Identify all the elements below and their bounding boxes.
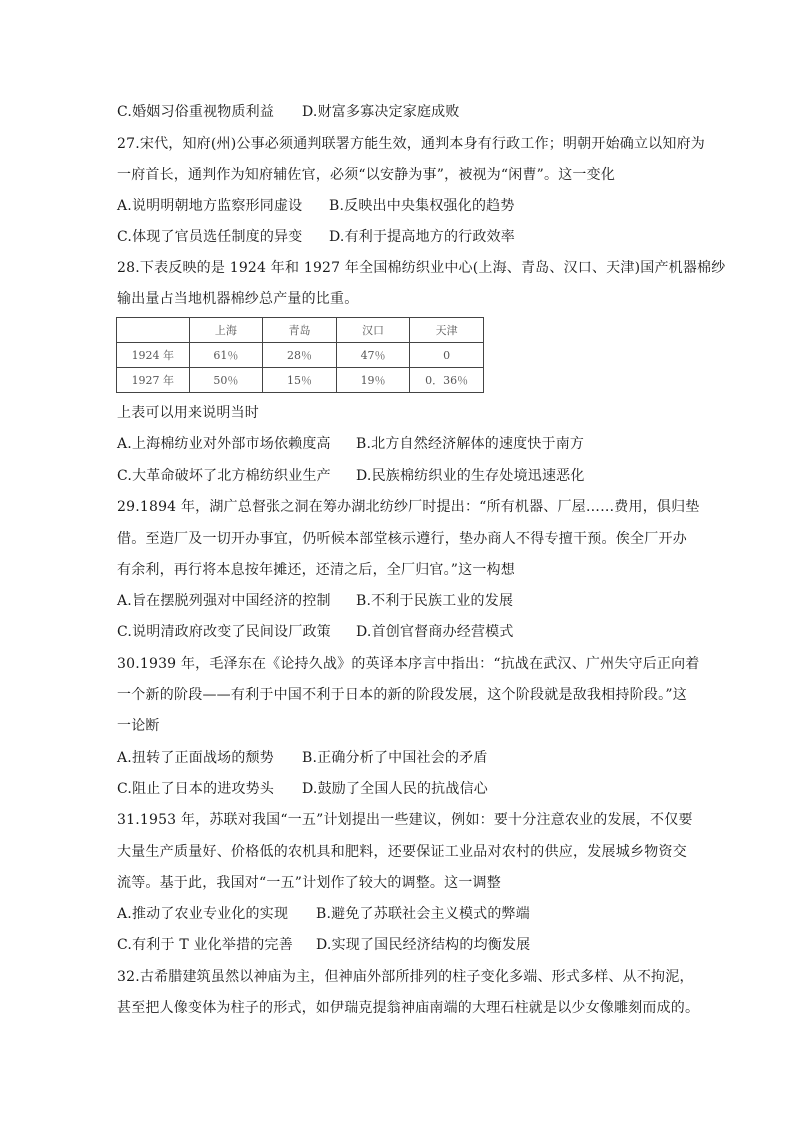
q26-option-c[interactable]: C.婚姻习俗重视物质利益 xyxy=(117,104,275,120)
q29-option-b[interactable]: B.不利于民族工业的发展 xyxy=(356,593,514,609)
q29-stem-line3: 有余利，再行将本息按年摊还，还清之后，全厂归官。”这一构想 xyxy=(117,562,515,578)
q27-option-a[interactable]: A.说明明朝地方监察形同虚设 xyxy=(117,198,303,214)
q30-option-c[interactable]: C.阻止了日本的进攻势头 xyxy=(117,781,275,797)
table-cell: 19％ xyxy=(336,368,410,393)
q26-option-d[interactable]: D.财富多寡决定家庭成败 xyxy=(302,104,460,120)
q27-stem-line2: 一府首长，通判作为知府辅佐官，必须“以安静为事”，被视为“闲曹”。这一变化 xyxy=(117,167,616,183)
q29-options-cd xyxy=(117,622,687,642)
table-header-cell: 天津 xyxy=(410,318,484,343)
q30-option-b[interactable]: B.正确分析了中国社会的矛盾 xyxy=(302,750,488,766)
q31-stem-line2: 大量生产质量好、价格低的农机具和肥料，还要保证工业品对农村的供应，发展城乡物资交 xyxy=(117,844,687,860)
q28-data-table xyxy=(116,317,484,393)
q28-option-c[interactable]: C.大革命破坏了北方棉纺织业生产 xyxy=(117,468,331,484)
q31-option-d[interactable]: D.实现了国民经济结构的均衡发展 xyxy=(316,937,531,953)
q29-option-c[interactable]: C.说明清政府改变了民间设厂政策 xyxy=(117,624,331,640)
q28-option-d[interactable]: D.民族棉纺织业的生存处境迅速恶化 xyxy=(356,468,585,484)
q32-stem-line1: 32.古希腊建筑虽然以神庙为主，但神庙外部所排列的柱子变化多端、形式多样、从不拘泥， xyxy=(117,969,694,985)
table-header-cell xyxy=(117,318,190,343)
q27-option-b[interactable]: B.反映出中央集权强化的趋势 xyxy=(329,198,515,214)
table-cell: 1924 年 xyxy=(117,343,190,368)
q29-options-ab xyxy=(117,591,687,611)
q31-option-c[interactable]: C.有利于 T 业化举措的完善 xyxy=(117,937,293,953)
table-cell: 28％ xyxy=(263,343,337,368)
q29-stem-line1: 29.1894 年，湖广总督张之洞在筹办湖北纺纱厂时提出：“所有机器、厂屋……费用，俱归垫 xyxy=(117,499,700,515)
q28-option-b[interactable]: B.北方自然经济解体的速度快于南方 xyxy=(356,436,585,452)
q30-stem-line3: 一论断 xyxy=(117,718,160,734)
table-header-cell: 汉口 xyxy=(336,318,410,343)
table-header-cell: 上海 xyxy=(189,318,263,343)
q30-option-d[interactable]: D.鼓励了全国人民的抗战信心 xyxy=(302,781,488,797)
q30-options-ab xyxy=(117,748,687,768)
table-cell: 47％ xyxy=(336,343,410,368)
table-header-cell: 青岛 xyxy=(263,318,337,343)
q28-stem-line3: 上表可以用来说明当时 xyxy=(117,405,259,421)
q27-options-cd xyxy=(117,227,687,247)
table-cell: 61％ xyxy=(189,343,263,368)
q28-options-ab xyxy=(117,434,687,454)
q32-stem-line2: 甚至把人像变体为柱子的形式，如伊瑞克提翁神庙南端的大理石柱就是以少女像雕刻而成的。 xyxy=(117,1000,700,1016)
q31-option-b[interactable]: B.避免了苏联社会主义模式的弊端 xyxy=(316,906,530,922)
table-header-row xyxy=(117,318,484,343)
q31-option-a[interactable]: A.推动了农业专业化的实现 xyxy=(117,906,289,922)
q30-options-cd xyxy=(117,779,687,799)
q31-stem-line1: 31.1953 年，苏联对我国“一五”计划提出一些建议，例如：要十分注意农业的发展，不仅要 xyxy=(117,812,693,828)
q30-stem-line1: 30.1939 年，毛泽东在《论持久战》的英译本序言中指出：“抗战在武汉、广州失守后正向着 xyxy=(117,656,700,672)
q27-option-d[interactable]: D.有利于提高地方的行政效率 xyxy=(329,229,515,245)
table-cell: 0．36％ xyxy=(410,368,484,393)
table-cell: 0 xyxy=(410,343,484,368)
q27-options-ab xyxy=(117,196,687,216)
q29-option-a[interactable]: A.旨在摆脱列强对中国经济的控制 xyxy=(117,593,331,609)
q28-option-a[interactable]: A.上海棉纺业对外部市场依赖度高 xyxy=(117,436,331,452)
q30-option-a[interactable]: A.扭转了正面战场的颓势 xyxy=(117,750,274,766)
table-cell: 1927 年 xyxy=(117,368,190,393)
q28-options-cd xyxy=(117,466,687,486)
q31-stem-line3: 流等。基于此，我国对“一五”计划作了较大的调整。这一调整 xyxy=(117,875,501,891)
q28-stem-line2: 输出量占当地机器棉纱总产量的比重。 xyxy=(117,291,359,307)
q29-option-d[interactable]: D.首创官督商办经营模式 xyxy=(356,624,514,640)
q27-option-c[interactable]: C.体现了官员选任制度的异变 xyxy=(117,229,303,245)
q31-options-cd xyxy=(117,935,687,955)
q26-options xyxy=(117,102,687,122)
q28-stem-line1: 28.下表反映的是 1924 年和 1927 年全国棉纺织业中心(上海、青岛、汉口、天津)国产机器棉纱 xyxy=(117,260,726,276)
q31-options-ab xyxy=(117,904,687,924)
q27-stem-line1: 27.宋代，知府(州)公事必须通判联署方能生效，通判本身有行政工作；明朝开始确立以知府为 xyxy=(117,136,705,152)
q29-stem-line2: 借。至造厂及一切开办事宜，仍听候本部堂核示遵行，垫办商人不得专擅干预。俟全厂开办 xyxy=(117,531,687,547)
table-cell: 15％ xyxy=(263,368,337,393)
table-cell: 50％ xyxy=(189,368,263,393)
q30-stem-line2: 一个新的阶段——有利于中国不利于日本的新的阶段发展，这个阶段就是敌我相持阶段。”这 xyxy=(117,687,687,703)
table-row xyxy=(117,343,484,368)
table-row xyxy=(117,368,484,393)
